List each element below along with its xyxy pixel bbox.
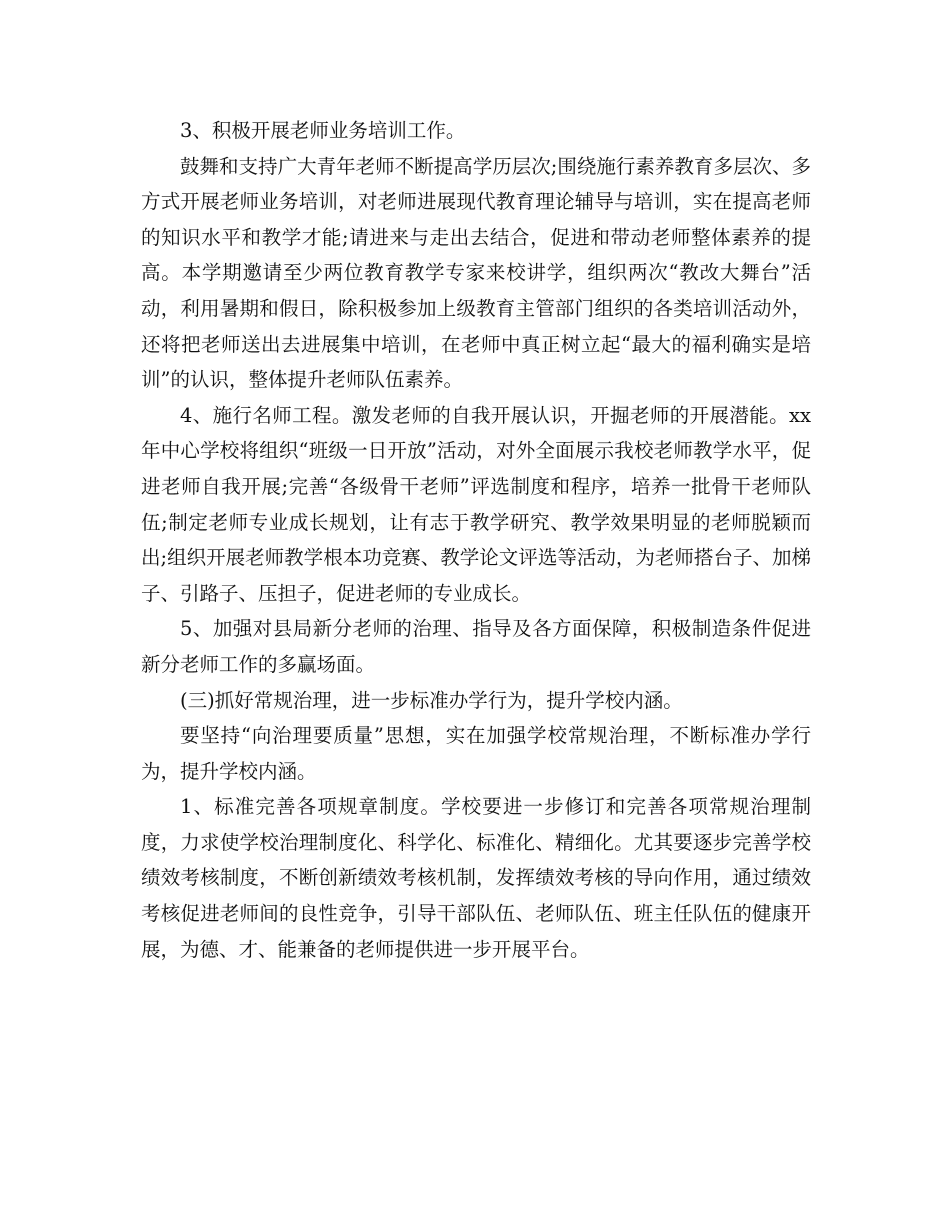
- paragraph-management: 要坚持“向治理要质量”思想，实在加强学校常规治理，不断标准办学行为，提升学校内涵。: [141, 724, 811, 783]
- paragraph-heading-3: 3、积极开展老师业务培训工作。: [180, 119, 466, 142]
- paragraph-heading-1: 1、标准完善各项规章制度。学校要进一步修订和完善各项常规治理制度，力求使学校治理制度化、科学化、标准化、精细化。尤其要逐步完善学校绩效考核制度，不断创新绩效考核机制，发挥绩效考核的导向作用，通过绩效考核促进老师间的良性竞争，引导干部队伍、老师队伍、班主任队伍的健康开展，为德、才、能兼备的老师提供进一步开展平台。: [141, 795, 811, 961]
- paragraph-heading-5: 5、加强对县局新分老师的治理、指导及各方面保障，积极制造条件促进新分老师工作的多赢场面。: [141, 617, 811, 676]
- paragraph-training: 鼓舞和支持广大青年老师不断提高学历层次;围绕施行素养教育多层次、多方式开展老师业务培训，对老师进展现代教育理论辅导与培训，实在提高老师的知识水平和教学才能;请进来与走出去结合，促进和带动老师整体素养的提高。本学期邀请至少两位教育教学专家来校讲学，组织两次“教改大舞台”活动，利用暑期和假日，除积极参加上级教育主管部门组织的各类培训活动外，还将把老师送出去进展集中培训，在老师中真正树立起“最大的福利确实是培训”的认识，整体提升老师队伍素养。: [141, 154, 811, 392]
- section-heading-3: (三)抓好常规治理，进一步标准办学行为，提升学校内涵。: [180, 688, 683, 712]
- document-page: [141, 113, 811, 967]
- paragraph-heading-4: 4、施行名师工程。激发老师的自我开展认识，开掘老师的开展潜能。xx年中心学校将组织“班级一日开放”活动，对外全面展示我校老师教学水平，促进老师自我开展;完善“各级骨干老师”评选制度和程序，培养一批骨干老师队伍;制定老师专业成长规划，让有志于教学研究、教学效果明显的老师脱颖而出;组织开展老师教学根本功竞赛、教学论文评选等活动，为老师搭台子、加梯子、引路子、压担子，促进老师的专业成长。: [141, 403, 811, 605]
